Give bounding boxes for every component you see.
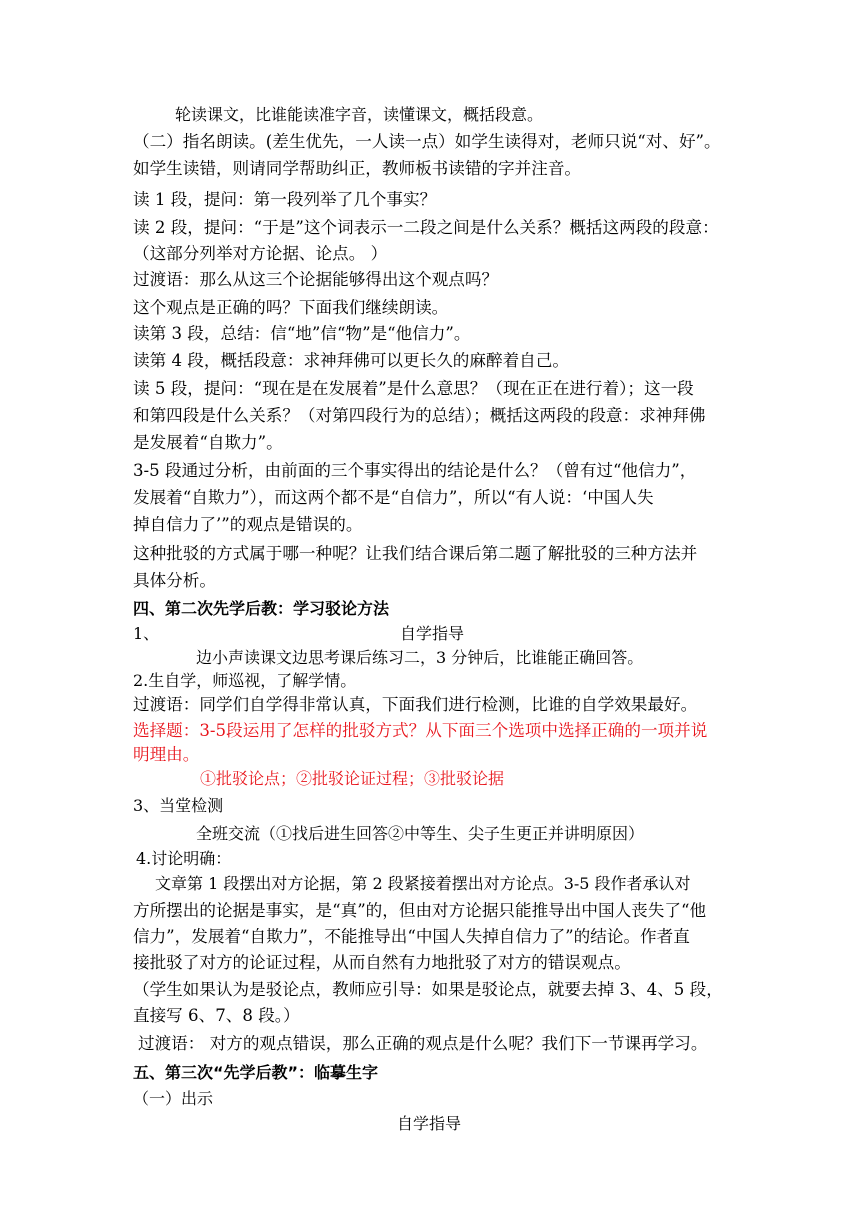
para-line-4: 读 1 段，提问：第一段列举了几个事实？ <box>133 190 437 209</box>
para-line-13: 是发展着“自欺力”。 <box>133 433 283 452</box>
para-line-22: 2.生自学，师巡视，了解学情。 <box>133 671 357 690</box>
para-line-3: 如学生读错，则请同学帮助纠正，教师板书读错的字并注音。 <box>133 159 582 178</box>
section-heading-5: 五、第三次“先学后教”：临摹生字 <box>133 1063 379 1082</box>
para-line-37: 过渡语： 对方的观点错误，那么正确的观点是什么呢？我们下一节课再学习。 <box>138 1034 708 1053</box>
para-line-12: 和第四段是什么关系？（对第四段行为的总结）；概括这两段的段意：求神拜佛 <box>133 406 706 425</box>
para-line-7: 过渡语：那么从这三个论据能够得出这个观点吗？ <box>133 270 499 289</box>
para-line-2: （二）指名朗读。(差生优先，一人读一点）如学生读得对，老师只说“对、好”。 <box>133 132 721 151</box>
multiple-choice-question: 选择题：3-5段运用了怎样的批驳方式？从下面三个选项中选择正确的一项并说 <box>133 721 708 740</box>
step-4-heading: 4.讨论明确： <box>136 849 232 868</box>
para-line-33: 信力”，发展着“自欺力”，不能推导出“中国人失掉自信力了”的结论。作者直 <box>133 927 690 946</box>
self-study-guide-title: 自学指导 <box>400 624 465 643</box>
para-line-9: 读第 3 段，总结：信“地”信“物”是“他信力”。 <box>133 324 471 343</box>
para-line-29: 全班交流（①找后进生回答②中等生、尖子生更正并讲明原因） <box>196 824 645 843</box>
step-1-number: 1、 <box>133 624 160 643</box>
para-line-5: 读 2 段，提问：“于是”这个词表示一二段之间是什么关系？概括这两段的段意： <box>133 218 719 237</box>
para-line-6: （这部分列举对方论据、论点。 ） <box>133 244 388 263</box>
subsection-show: （一）出示 <box>133 1089 214 1108</box>
multiple-choice-question-cont: 明理由。 <box>133 745 200 764</box>
para-line-18: 具体分析。 <box>133 571 216 590</box>
para-line-1: 轮读课文，比谁能读准字音，读懂课文，概括段意。 <box>175 105 544 124</box>
self-study-guide-title-2: 自学指导 <box>397 1114 462 1133</box>
para-line-21: 边小声读课文边思考课后练习二，3 分钟后，比谁能正确回答。 <box>196 648 644 667</box>
para-line-17: 这种批驳的方式属于哪一种呢？让我们结合课后第二题了解批驳的三种方法并 <box>133 544 698 563</box>
para-line-35: （学生如果认为是驳论点，教师应引导：如果是驳论点，就要去掉 3、4、5 段， <box>133 980 723 999</box>
para-line-10: 读第 4 段，概括段意：求神拜佛可以更长久的麻醉着自己。 <box>133 351 569 370</box>
choice-options: ①批驳论点；②批驳论证过程；③批驳论据 <box>200 769 505 788</box>
step-3-heading: 3、当堂检测 <box>133 796 224 815</box>
para-line-36: 直接写 6、7、8 段。） <box>133 1006 300 1025</box>
para-line-32: 方所摆出的论据是事实，是“真”的，但由对方论据只能推导出中国人丧失了“他 <box>133 901 707 920</box>
para-line-16: 掉自信力了’”的观点是错误的。 <box>133 515 363 534</box>
para-line-11: 读 5 段，提问：“现在是在发展着”是什么意思？（现在正在进行着）；这一段 <box>133 379 694 398</box>
section-heading-4: 四、第二次先学后教：学习驳论方法 <box>133 599 390 618</box>
para-line-34: 接批驳了对方的论证过程，从而自然有力地批驳了对方的错误观点。 <box>133 953 631 972</box>
para-line-8: 这个观点是正确的吗？下面我们继续朗读。 <box>133 298 449 317</box>
para-line-31: 文章第 1 段摆出对方论据，第 2 段紧接着摆出对方论点。3-5 段作者承认对 <box>155 874 691 893</box>
para-line-14: 3-5 段通过分析，由前面的三个事实得出的结论是什么？（曾有过“他信力”， <box>133 461 697 480</box>
para-line-15: 发展着“自欺力”），而这两个都不是“自信力”，所以“有人说：‘中国人失 <box>133 488 654 507</box>
para-line-23: 过渡语：同学们自学得非常认真，下面我们进行检测，比谁的自学效果最好。 <box>133 695 698 714</box>
